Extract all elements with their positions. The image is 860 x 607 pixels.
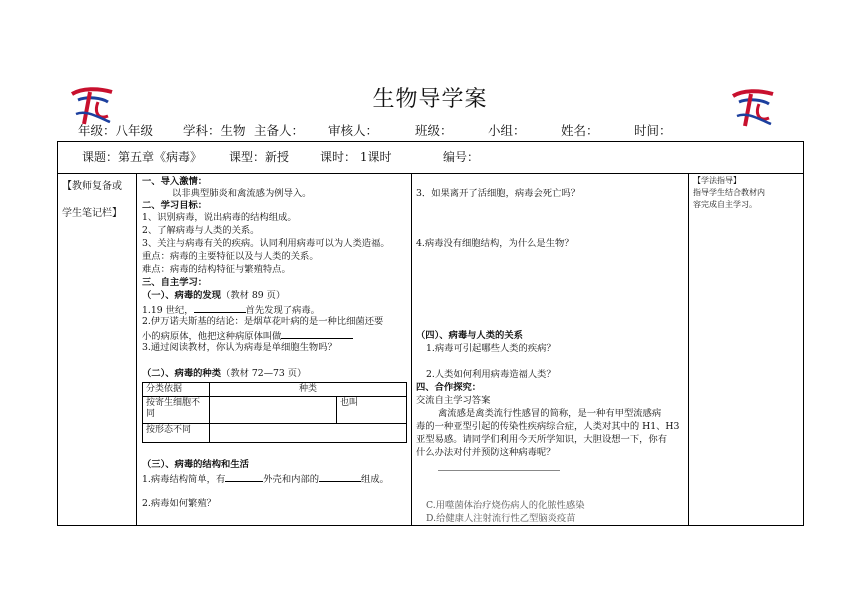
blank-2[interactable] [281, 329, 353, 339]
paragraph-line-3: 亚型易感。请同学们利用今天所学知识，大胆设想一下，你有 [416, 434, 668, 445]
cooperation-subheading: 交流自主学习答案 [416, 395, 491, 406]
question-8: 1.病毒可引起哪些人类的疾病？ [426, 343, 556, 354]
table-row-host: 按寄生细胞不同 [143, 397, 210, 424]
part2-ref: （教材 72—73 页） [221, 368, 307, 379]
virus-types-table [142, 382, 407, 443]
group-field: 小组： [488, 123, 526, 138]
method-guide-label: 【学法指导】 [693, 176, 741, 185]
section-self-study-heading: 三、自主学习： [142, 277, 208, 288]
subject-field: 学科：生物 [183, 123, 246, 138]
question-4-a: 1.病毒结构简单，有 [142, 474, 226, 485]
goal-3: 3、关注与病毒有关的疾病。认同利用病毒可以为人类造福。 [142, 238, 390, 249]
grade-field: 年级：八年级 [78, 123, 154, 138]
col-divider-2 [411, 173, 412, 526]
question-4-b: 外壳和内部的 [263, 474, 320, 485]
question-9: 2.人类如何利用病毒造福人类？ [426, 369, 556, 380]
preparer-field: 主备人： [254, 123, 305, 138]
table-cell-shape-type[interactable] [210, 424, 407, 443]
option-d: D.给健康人注射流行性乙型脑炎疫苗 [426, 513, 576, 524]
question-5: 2.病毒如何繁殖？ [142, 498, 216, 509]
question-4 [142, 472, 389, 487]
class-field: 班级： [415, 123, 453, 138]
question-2-text: 小的病原体，他把这种病原体叫做 [142, 331, 282, 342]
method-guide-line1: 指导学生结合教材内 [693, 188, 765, 197]
paragraph-line-2: 毒的一种亚型引起的传染性疾病综合症，人类对其中的 H1、H3 [416, 421, 680, 432]
table-cell-host-type[interactable] [210, 397, 337, 424]
difficulty-point: 难点：病毒的结构特征与繁殖特点。 [142, 264, 291, 275]
question-6: 3．如果离开了活细胞，病毒会死亡吗？ [416, 188, 580, 199]
row-divider [57, 173, 804, 174]
blank-1[interactable] [194, 303, 246, 313]
notes-label-line2: 学生笔记栏】 [62, 208, 122, 219]
question-1-b: 首先发现了病毒。 [245, 305, 320, 316]
notes-label-line1: 【教师复备或 [62, 181, 122, 192]
blank-4[interactable] [319, 472, 361, 482]
table-header-basis: 分类依据 [143, 383, 210, 397]
lesson-number: 编号： [443, 150, 480, 164]
answer-line[interactable] [438, 470, 560, 471]
part1-heading [142, 290, 285, 303]
part2-heading [142, 368, 306, 381]
lesson-topic: 课题：第五章《病毒》 [82, 150, 203, 164]
part1-ref: （教材 89 页） [221, 290, 286, 301]
paragraph-line-4: 什么办法对付并预防这种病毒呢？ [416, 447, 556, 458]
section-intro-heading: 一、导入激情： [142, 176, 208, 187]
page-title: 生物导学案 [372, 87, 488, 112]
method-guide-line2: 容完成自主学习。 [693, 200, 757, 209]
question-4-c: 组成。 [361, 474, 389, 485]
col-divider-3 [688, 173, 689, 526]
goal-1: 1、识别病毒，说出病毒的结构组成。 [142, 212, 297, 223]
table-header-types: 种类 [210, 383, 407, 397]
goal-2: 2、了解病毒与人类的关系。 [142, 225, 260, 236]
name-field: 姓名： [561, 123, 599, 138]
question-3: 3.通过阅读教材，你认为病毒是单细胞生物吗？ [142, 342, 337, 353]
reviewer-field: 审核人： [328, 123, 379, 138]
section-cooperation-heading: 四、合作探究： [416, 382, 482, 393]
option-c: C.用噬菌体治疗烧伤病人的化脓性感染 [426, 500, 585, 511]
question-2-line1: 2.伊万诺夫斯基的结论：是烟草花叶病的是一种比细菌还要 [142, 316, 384, 327]
part1-title: （一）、病毒的发现 [142, 290, 222, 301]
part4-heading: （四）、病毒与人类的关系 [416, 330, 523, 341]
table-row-shape: 按形态不同 [143, 424, 210, 443]
section-goals-heading: 二、学习目标： [142, 200, 208, 211]
section-intro-text: 以非典型肺炎和禽流感为例导入。 [172, 188, 312, 199]
blank-3[interactable] [225, 472, 263, 482]
lesson-hours: 课时： 1课时 [320, 150, 392, 164]
time-field: 时间： [634, 123, 672, 138]
table-cell-also-called: 也叫 [337, 397, 407, 424]
question-7: 4.病毒没有细胞结构，为什么是生物？ [416, 238, 574, 249]
key-point: 重点：病毒的主要特征以及与人类的关系。 [142, 251, 319, 262]
part3-heading: （三）、病毒的结构和生活 [142, 459, 249, 470]
part2-title: （二）、病毒的种类 [142, 368, 222, 379]
question-1-a: 1.19 世纪， [142, 305, 194, 316]
col-divider-1 [136, 173, 137, 526]
paragraph-line-1: 禽流感是禽类流行性感冒的简称，是一种有甲型流感病 [438, 408, 662, 419]
lesson-type: 课型：新授 [229, 150, 290, 164]
